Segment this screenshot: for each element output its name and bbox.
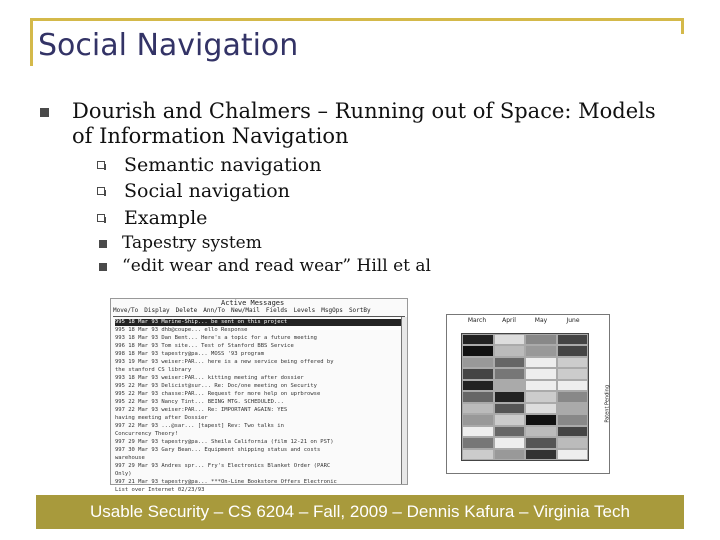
figure-message-row: 997 29 Mar 93 tapestry@pa... Sheila California (film 12-21 on PST) [115,439,334,445]
wear-chart-figure [446,314,610,474]
figure-message-row: 995 18 Mar 93 dhb@coupe... ello Response [115,327,248,333]
figure-menu-item: Ann/To [203,307,225,314]
title-frame-right-rule [681,18,684,34]
chart-month-label: April [502,317,516,324]
figure-message-row: 996 18 Mar 93 Tom site... Test of Stanford BBS Service [115,343,294,349]
chart-cell [557,345,589,356]
chart-month-header [461,317,589,331]
main-bullet-line-1: Dourish and Chalmers – Running out of Space: Models [72,99,656,123]
figure-menu-item: Display [144,307,170,314]
chart-cell [494,449,526,460]
chart-cell [525,334,557,345]
figure-message-row: 993 18 Mar 93 Dan Bent... Here's a topic for a future meeting [115,335,317,341]
sub-item-example: Example [124,207,208,229]
chart-cell [494,357,526,368]
figure-message-row: Only) [115,471,132,477]
chart-cell [494,391,526,402]
chart-cell [462,368,494,379]
chart-cell [462,426,494,437]
figure-menu-bar [113,307,405,317]
chart-cell [525,368,557,379]
chart-cell [494,380,526,391]
figure-scrollbar [401,317,407,484]
figure-menu-item: MsgOps [321,307,343,314]
figure-message-row: 997 22 Mar 93 weiser:PAR... Re: IMPORTANT AGAIN: YES [115,407,288,413]
chart-cell [494,426,526,437]
chart-cell [494,414,526,425]
figure-menu-item: Levels [293,307,316,314]
chart-cell [494,368,526,379]
chart-cell [557,357,589,368]
chart-cell [462,403,494,414]
figure-menu-item: Delete [175,307,198,314]
bullet-square-icon [99,263,107,271]
figure-message-row: having meeting after Dossier [115,415,208,421]
chart-cell [525,426,557,437]
figure-message-row: 993 18 Mar 93 weiser:PAR... kitting meeting after dossier [115,375,304,381]
chart-cell [525,357,557,368]
chart-cell [525,437,557,448]
chart-cell [525,391,557,402]
chart-cell [557,403,589,414]
figure-window-title: Active Messages [221,299,285,307]
figure-menu-item: Move/To [113,307,139,314]
figure-message-row: the stanford CS library [115,367,192,373]
figure-message-row: 997 22 Mar 93 ...@sar... [tapest] Rev: Two talks in [115,423,284,429]
chart-cell [462,345,494,356]
bullet-square-icon [99,240,107,248]
chart-cell [557,380,589,391]
chart-cell [494,334,526,345]
hollow-square-bullet-icon [97,187,105,195]
chart-cell [494,437,526,448]
chart-month-label: June [566,317,580,324]
figure-message-row: 993 19 Mar 93 weiser:PAR... here is a new service being offered by [115,359,334,365]
chart-cell [557,426,589,437]
chart-cell [525,380,557,391]
footer-text: Usable Security – CS 6204 – Fall, 2009 – Dennis Kafura – Virginia Tech [90,502,630,521]
figure-menu-item: New/Mail [230,307,260,314]
figure-message-row: 995 22 Mar 93 Delicist@sur... Re: Doc/one meeting on Security [115,383,317,389]
sub-sub-item-edit-wear: “edit wear and read wear” Hill et al [122,256,431,276]
figure-message-row: 997 30 Mar 93 Gary Bean... Equipment shipping status and costs [115,447,321,453]
chart-cell [462,357,494,368]
sub-sub-item-tapestry: Tapestry system [122,233,262,253]
figure-message-row: 995 18 Mar 93 Marine-Ship... be sent on this project [115,319,403,326]
chart-cell-grid [461,333,589,461]
figure-message-row: 997 21 Mar 93 tapestry@pa... ***On-Line Bookstore Offers Electronic [115,479,337,485]
chart-cell [462,391,494,402]
chart-cell [525,345,557,356]
figure-message-list [115,319,403,495]
figure-message-row: 998 18 Mar 93 tapestry@pa... MOSS '93 program [115,351,265,357]
figure-message-row: 997 29 Mar 93 Andres spr... Fry's Electronics Blanket Order (PARC [115,463,331,469]
sub-item-semantic: Semantic navigation [124,154,322,176]
figure-message-row: 995 22 Mar 93 Nancy Tint... BEING MTG. SCHEDULED... [115,399,284,405]
chart-cell [462,437,494,448]
chart-cell [462,414,494,425]
figure-menu-item: Fields [265,307,288,314]
figure-message-row: warehouse [115,455,145,461]
chart-cell [462,380,494,391]
chart-cell [557,414,589,425]
hollow-square-bullet-icon [97,214,105,222]
chart-cell [494,403,526,414]
chart-cell [525,414,557,425]
chart-cell [557,334,589,345]
figure-message-row: List over Internet 02/23/93 [115,487,205,493]
sub-item-social: Social navigation [124,180,290,202]
main-bullet-line-2: of Information Navigation [72,124,349,148]
figure-menu-item: SortBy [348,307,371,314]
slide-title: Social Navigation [38,28,299,63]
chart-side-label: Patent Pending [605,385,611,423]
chart-cell [525,449,557,460]
figure-message-row: Concurrency Theory! [115,431,178,437]
chart-cell [462,334,494,345]
chart-cell [462,449,494,460]
chart-cell [525,403,557,414]
chart-cell [557,437,589,448]
title-frame-top-rule [30,18,684,21]
title-frame-left-rule [30,18,33,66]
chart-cell [557,368,589,379]
chart-month-label: March [467,317,487,324]
figure-message-row: 995 22 Mar 93 chasse:PAR... Request for more help on uprbrowse [115,391,321,397]
chart-cell [557,449,589,460]
chart-month-label: May [534,317,548,324]
tapestry-screenshot-figure [110,298,408,493]
footer-bar [36,495,684,529]
chart-cell [494,345,526,356]
hollow-square-bullet-icon [97,161,105,169]
bullet-square-icon [40,108,49,117]
chart-cell [557,391,589,402]
